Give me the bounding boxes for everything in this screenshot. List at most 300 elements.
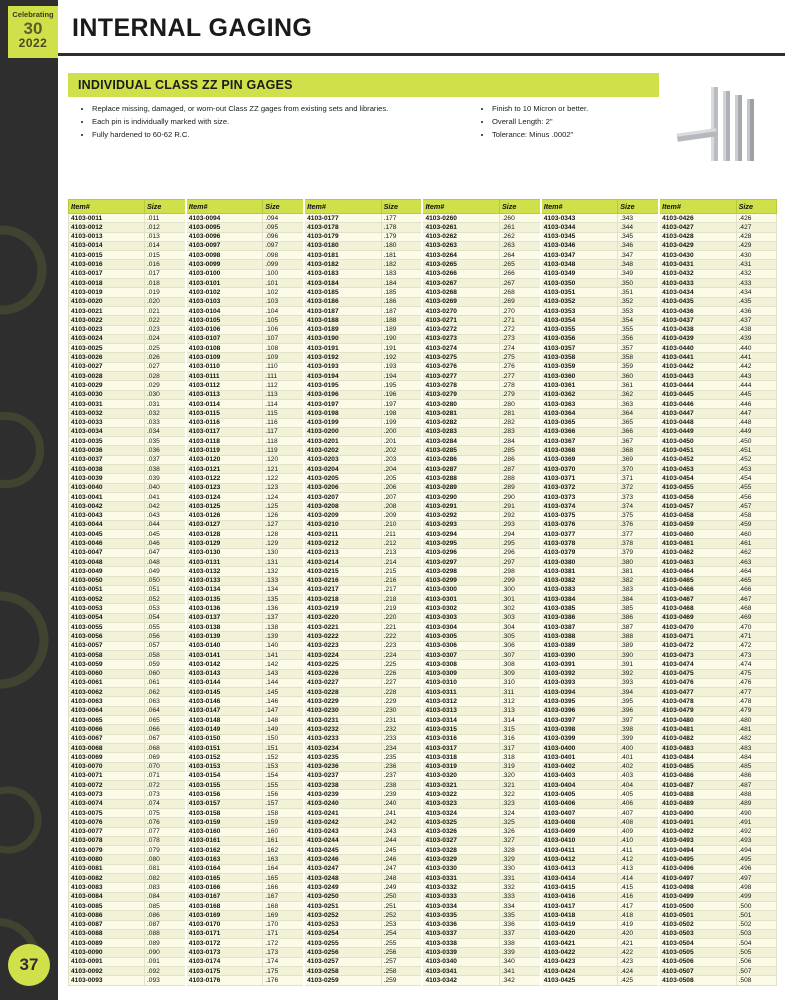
cell-item-number: 4103-0131 [186,557,263,566]
cell-size: .448 [736,418,776,427]
cell-size: .219 [381,604,422,613]
cell-size: .076 [144,818,185,827]
cell-size: .414 [618,874,659,883]
cell-size: .296 [499,548,540,557]
cell-size: .078 [144,836,185,845]
cell-item-number: 4103-0081 [69,864,145,873]
cell-item-number: 4103-0307 [422,650,499,659]
cell-size: .473 [736,650,776,659]
cell-item-number: 4103-0171 [186,929,263,938]
cell-size: .244 [381,836,422,845]
cell-item-number: 4103-0264 [422,251,499,260]
table-row [69,809,777,818]
cell-item-number: 4103-0063 [69,697,145,706]
cell-size: .037 [144,455,185,464]
cell-size: .131 [263,557,304,566]
cell-size: .245 [381,846,422,855]
cell-item-number: 4103-0345 [541,232,618,241]
cell-size: .243 [381,827,422,836]
cell-size: .319 [499,762,540,771]
cell-item-number: 4103-0022 [69,316,145,325]
feature-bullet-item: • Finish to 10 Micron or better. [492,103,732,115]
cell-item-number: 4103-0156 [186,790,263,799]
table-row [69,390,777,399]
table-row [69,976,777,985]
cell-item-number: 4103-0319 [422,762,499,771]
cell-item-number: 4103-0193 [304,362,381,371]
cell-size: .463 [736,557,776,566]
cell-item-number: 4103-0385 [541,604,618,613]
cell-item-number: 4103-0245 [304,846,381,855]
cell-item-number: 4103-0361 [541,381,618,390]
cell-size: .151 [263,743,304,752]
cell-size: .457 [736,502,776,511]
cell-item-number: 4103-0139 [186,632,263,641]
cell-item-number: 4103-0503 [659,929,736,938]
cell-size: .507 [736,967,776,976]
cell-size: .133 [263,576,304,585]
cell-item-number: 4103-0495 [659,855,736,864]
table-row [69,855,777,864]
cell-size: .154 [263,771,304,780]
cell-size: .216 [381,576,422,585]
cell-item-number: 4103-0108 [186,344,263,353]
cell-size: .446 [736,399,776,408]
cell-item-number: 4103-0351 [541,288,618,297]
cell-item-number: 4103-0087 [69,920,145,929]
cell-item-number: 4103-0285 [422,446,499,455]
cell-size: .421 [618,939,659,948]
cell-size: .439 [736,334,776,343]
cell-item-number: 4103-0050 [69,576,145,585]
cell-item-number: 4103-0296 [422,548,499,557]
cell-item-number: 4103-0138 [186,623,263,632]
cell-size: .364 [618,409,659,418]
cell-size: .441 [736,353,776,362]
cell-item-number: 4103-0014 [69,241,145,250]
cell-item-number: 4103-0067 [69,734,145,743]
cell-item-number: 4103-0286 [422,455,499,464]
cell-size: .419 [618,920,659,929]
cell-size: .486 [736,771,776,780]
cell-size: .365 [618,418,659,427]
cell-size: .114 [263,399,304,408]
cell-item-number: 4103-0479 [659,706,736,715]
cell-size: .491 [736,818,776,827]
cell-size: .124 [263,492,304,501]
cell-size: .431 [736,260,776,269]
cell-item-number: 4103-0244 [304,836,381,845]
cell-size: .220 [381,613,422,622]
cell-size: .469 [736,613,776,622]
cell-item-number: 4103-0036 [69,446,145,455]
cell-size: .309 [499,669,540,678]
cell-size: .472 [736,641,776,650]
column-header-size: Size [618,200,659,214]
table-row [69,901,777,910]
cell-item-number: 4103-0422 [541,948,618,957]
table-row [69,306,777,315]
cell-item-number: 4103-0261 [422,223,499,232]
cell-size: .181 [381,251,422,260]
cell-size: .357 [618,344,659,353]
cell-item-number: 4103-0130 [186,548,263,557]
cell-item-number: 4103-0468 [659,604,736,613]
table-row [69,613,777,622]
cell-size: .141 [263,650,304,659]
cell-size: .470 [736,623,776,632]
cell-size: .185 [381,288,422,297]
cell-item-number: 4103-0380 [541,557,618,566]
cell-size: .177 [381,214,422,223]
table-row [69,269,777,278]
cell-size: .052 [144,595,185,604]
badge-number: 30 [23,18,43,38]
cell-size: .203 [381,455,422,464]
cell-size: .429 [736,241,776,250]
cell-item-number: 4103-0463 [659,557,736,566]
cell-item-number: 4103-0088 [69,929,145,938]
table-row [69,595,777,604]
cell-item-number: 4103-0184 [304,279,381,288]
cell-item-number: 4103-0396 [541,706,618,715]
cell-item-number: 4103-0375 [541,511,618,520]
cell-item-number: 4103-0341 [422,967,499,976]
cell-size: .440 [736,344,776,353]
column-header-size: Size [144,200,185,214]
cell-item-number: 4103-0318 [422,753,499,762]
cell-size: .504 [736,939,776,948]
feature-bullet-item: • Overall Length: 2" [492,116,732,128]
cell-size: .139 [263,632,304,641]
cell-size: .464 [736,567,776,576]
cell-size: .311 [499,688,540,697]
cell-item-number: 4103-0347 [541,251,618,260]
cell-size: .422 [618,948,659,957]
cell-size: .302 [499,604,540,613]
cell-size: .490 [736,809,776,818]
cell-size: .480 [736,716,776,725]
cell-size: .310 [499,678,540,687]
cell-size: .423 [618,957,659,966]
cell-item-number: 4103-0041 [69,492,145,501]
cell-item-number: 4103-0497 [659,874,736,883]
cell-item-number: 4103-0482 [659,734,736,743]
cell-size: .085 [144,901,185,910]
cell-item-number: 4103-0455 [659,483,736,492]
cell-item-number: 4103-0030 [69,390,145,399]
cell-item-number: 4103-0209 [304,511,381,520]
cell-size: .292 [499,511,540,520]
table-row [69,706,777,715]
cell-item-number: 4103-0457 [659,502,736,511]
cell-size: .140 [263,641,304,650]
cell-size: .332 [499,883,540,892]
cell-item-number: 4103-0343 [541,214,618,223]
cell-item-number: 4103-0469 [659,613,736,622]
cell-item-number: 4103-0475 [659,669,736,678]
cell-size: .136 [263,604,304,613]
cell-item-number: 4103-0205 [304,474,381,483]
table-row [69,446,777,455]
cell-size: .374 [618,502,659,511]
cell-size: .277 [499,372,540,381]
cell-size: .264 [499,251,540,260]
cell-size: .193 [381,362,422,371]
cell-item-number: 4103-0326 [422,827,499,836]
cell-size: .129 [263,539,304,548]
anniversary-badge [8,6,58,58]
cell-item-number: 4103-0106 [186,325,263,334]
cell-item-number: 4103-0028 [69,372,145,381]
cell-size: .339 [499,948,540,957]
cell-size: .476 [736,678,776,687]
cell-item-number: 4103-0175 [186,967,263,976]
cell-item-number: 4103-0465 [659,576,736,585]
cell-size: .399 [618,734,659,743]
table-row [69,297,777,306]
cell-size: .025 [144,344,185,353]
cell-size: .291 [499,502,540,511]
cell-item-number: 4103-0403 [541,771,618,780]
cell-item-number: 4103-0467 [659,595,736,604]
cell-size: .236 [381,762,422,771]
cell-size: .174 [263,957,304,966]
cell-item-number: 4103-0150 [186,734,263,743]
cell-size: .379 [618,548,659,557]
cell-item-number: 4103-0097 [186,241,263,250]
cell-item-number: 4103-0216 [304,576,381,585]
cell-size: .073 [144,790,185,799]
cell-item-number: 4103-0019 [69,288,145,297]
cell-item-number: 4103-0044 [69,520,145,529]
cell-item-number: 4103-0117 [186,427,263,436]
cell-size: .163 [263,855,304,864]
cell-size: .333 [499,892,540,901]
table-row [69,381,777,390]
cell-item-number: 4103-0477 [659,688,736,697]
cell-size: .259 [381,976,422,985]
cell-item-number: 4103-0039 [69,474,145,483]
cell-item-number: 4103-0195 [304,381,381,390]
cell-size: .017 [144,269,185,278]
cell-item-number: 4103-0045 [69,530,145,539]
cell-item-number: 4103-0315 [422,725,499,734]
cell-size: .396 [618,706,659,715]
cell-size: .160 [263,827,304,836]
page-header [58,0,785,56]
cell-size: .498 [736,883,776,892]
cell-item-number: 4103-0297 [422,557,499,566]
table-row [69,427,777,436]
cell-size: .408 [618,818,659,827]
cell-item-number: 4103-0103 [186,297,263,306]
cell-item-number: 4103-0327 [422,836,499,845]
cell-item-number: 4103-0236 [304,762,381,771]
cell-item-number: 4103-0239 [304,790,381,799]
cell-size: .285 [499,446,540,455]
cell-size: .269 [499,297,540,306]
cell-item-number: 4103-0387 [541,623,618,632]
cell-item-number: 4103-0170 [186,920,263,929]
column-header-item: Item# [422,200,499,214]
cell-item-number: 4103-0065 [69,716,145,725]
cell-size: .338 [499,939,540,948]
cell-size: .048 [144,557,185,566]
cell-size: .143 [263,669,304,678]
table-row [69,660,777,669]
cell-item-number: 4103-0048 [69,557,145,566]
cell-size: .450 [736,437,776,446]
cell-item-number: 4103-0302 [422,604,499,613]
cell-item-number: 4103-0055 [69,623,145,632]
cell-size: .308 [499,660,540,669]
cell-size: .146 [263,697,304,706]
cell-size: .221 [381,623,422,632]
table-row [69,372,777,381]
cell-size: .175 [263,967,304,976]
table-row [69,734,777,743]
cell-size: .055 [144,623,185,632]
cell-item-number: 4103-0376 [541,520,618,529]
cell-size: .067 [144,734,185,743]
cell-item-number: 4103-0038 [69,465,145,474]
cell-size: .300 [499,585,540,594]
cell-size: .389 [618,641,659,650]
cell-size: .158 [263,809,304,818]
cell-item-number: 4103-0026 [69,353,145,362]
cell-item-number: 4103-0104 [186,306,263,315]
cell-item-number: 4103-0129 [186,539,263,548]
cell-size: .122 [263,474,304,483]
cell-size: .279 [499,390,540,399]
cell-item-number: 4103-0498 [659,883,736,892]
cell-size: .060 [144,669,185,678]
cell-item-number: 4103-0266 [422,269,499,278]
cell-item-number: 4103-0073 [69,790,145,799]
cell-size: .405 [618,790,659,799]
cell-size: .071 [144,771,185,780]
pin-gage-table-container [68,199,777,992]
cell-size: .325 [499,818,540,827]
cell-item-number: 4103-0357 [541,344,618,353]
cell-item-number: 4103-0093 [69,976,145,985]
cell-size: .063 [144,697,185,706]
cell-item-number: 4103-0339 [422,948,499,957]
table-row [69,836,777,845]
cell-item-number: 4103-0301 [422,595,499,604]
cell-size: .255 [381,939,422,948]
table-row [69,632,777,641]
cell-item-number: 4103-0464 [659,567,736,576]
cell-size: .406 [618,799,659,808]
cell-item-number: 4103-0359 [541,362,618,371]
cell-item-number: 4103-0389 [541,641,618,650]
cell-size: .454 [736,474,776,483]
cell-item-number: 4103-0238 [304,781,381,790]
table-row [69,939,777,948]
cell-size: .040 [144,483,185,492]
cell-item-number: 4103-0134 [186,585,263,594]
cell-item-number: 4103-0091 [69,957,145,966]
cell-item-number: 4103-0395 [541,697,618,706]
cell-size: .207 [381,492,422,501]
cell-item-number: 4103-0492 [659,827,736,836]
cell-item-number: 4103-0481 [659,725,736,734]
feature-bullet-item: • Each pin is individually marked with size. [92,116,472,128]
cell-item-number: 4103-0273 [422,334,499,343]
cell-size: .166 [263,883,304,892]
cell-size: .027 [144,362,185,371]
cell-size: .180 [381,241,422,250]
cell-size: .128 [263,530,304,539]
cell-item-number: 4103-0164 [186,864,263,873]
cell-size: .072 [144,781,185,790]
cell-item-number: 4103-0042 [69,502,145,511]
table-row [69,892,777,901]
cell-item-number: 4103-0411 [541,846,618,855]
cell-size: .126 [263,511,304,520]
cell-size: .445 [736,390,776,399]
cell-item-number: 4103-0185 [304,288,381,297]
cell-item-number: 4103-0068 [69,743,145,752]
table-row [69,557,777,566]
pin-gages-photo [659,71,777,177]
cell-item-number: 4103-0474 [659,660,736,669]
cell-size: .363 [618,399,659,408]
cell-item-number: 4103-0201 [304,437,381,446]
cell-size: .110 [263,362,304,371]
cell-size: .018 [144,279,185,288]
cell-item-number: 4103-0480 [659,716,736,725]
cell-size: .275 [499,353,540,362]
cell-size: .402 [618,762,659,771]
cell-item-number: 4103-0056 [69,632,145,641]
cell-item-number: 4103-0040 [69,483,145,492]
cell-size: .132 [263,567,304,576]
cell-item-number: 4103-0340 [422,957,499,966]
cell-size: .350 [618,279,659,288]
cell-size: .372 [618,483,659,492]
cell-item-number: 4103-0211 [304,530,381,539]
cell-size: .471 [736,632,776,641]
cell-size: .206 [381,483,422,492]
cell-size: .410 [618,836,659,845]
cell-size: .054 [144,613,185,622]
cell-size: .323 [499,799,540,808]
cell-size: .404 [618,781,659,790]
cell-size: .014 [144,241,185,250]
cell-size: .169 [263,911,304,920]
cell-size: .214 [381,557,422,566]
cell-item-number: 4103-0305 [422,632,499,641]
cell-size: .411 [618,846,659,855]
cell-item-number: 4103-0229 [304,697,381,706]
cell-item-number: 4103-0210 [304,520,381,529]
cell-item-number: 4103-0115 [186,409,263,418]
cell-item-number: 4103-0349 [541,269,618,278]
cell-item-number: 4103-0145 [186,688,263,697]
cell-item-number: 4103-0258 [304,967,381,976]
cell-size: .260 [499,214,540,223]
cell-item-number: 4103-0402 [541,762,618,771]
cell-item-number: 4103-0371 [541,474,618,483]
cell-item-number: 4103-0213 [304,548,381,557]
cell-size: .127 [263,520,304,529]
cell-item-number: 4103-0493 [659,836,736,845]
cell-item-number: 4103-0337 [422,929,499,938]
page-number: 37 [8,944,50,986]
